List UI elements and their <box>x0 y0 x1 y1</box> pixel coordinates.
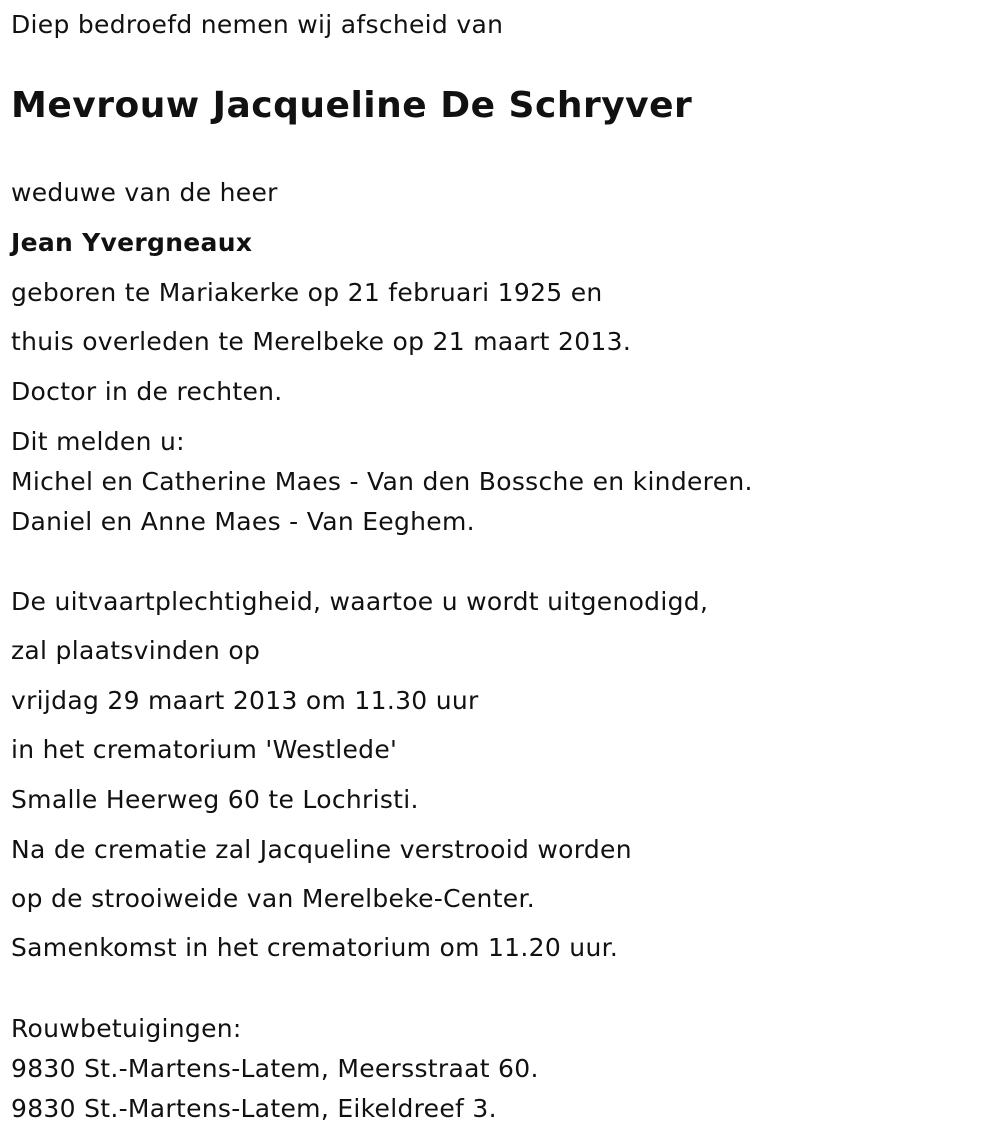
ceremony-line: in het crematorium 'Westlede' <box>11 735 398 764</box>
ceremony-line: De uitvaartplechtigheid, waartoe u wordt uitgenodigd, <box>11 587 709 616</box>
announcer-line: Michel en Catherine Maes - Van den Bossche en kinderen. <box>11 467 753 496</box>
announcers-intro-text: Dit melden u: <box>11 427 185 456</box>
spouse-intro-text: weduwe van de heer <box>11 178 278 207</box>
condolence-address: 9830 St.-Martens-Latem, Eikeldreef 3. <box>11 1094 497 1123</box>
ceremony-line: Na de crematie zal Jacqueline verstrooid worden <box>11 835 632 864</box>
birth-text: geboren te Mariakerke op 21 februari 1925 en <box>11 278 603 307</box>
ceremony-line: op de strooiweide van Merelbeke-Center. <box>11 884 536 913</box>
ceremony-line: vrijdag 29 maart 2013 om 11.30 uur <box>11 686 479 715</box>
spouse-name: Jean Yvergneaux <box>11 228 253 257</box>
ceremony-line: Samenkomst in het crematorium om 11.20 uur. <box>11 933 619 962</box>
condolence-address: 9830 St.-Martens-Latem, Meersstraat 60. <box>11 1054 539 1083</box>
announcer-line: Daniel en Anne Maes - Van Eeghem. <box>11 507 475 536</box>
intro-text: Diep bedroefd nemen wij afscheid van <box>11 10 504 39</box>
deceased-name: Mevrouw Jacqueline De Schryver <box>11 85 693 126</box>
degree-text: Doctor in de rechten. <box>11 377 283 406</box>
death-text: thuis overleden te Merelbeke op 21 maart 2013. <box>11 327 632 356</box>
ceremony-line: Smalle Heerweg 60 te Lochristi. <box>11 785 419 814</box>
ceremony-line: zal plaatsvinden op <box>11 636 261 665</box>
condolences-intro-text: Rouwbetuigingen: <box>11 1014 242 1043</box>
